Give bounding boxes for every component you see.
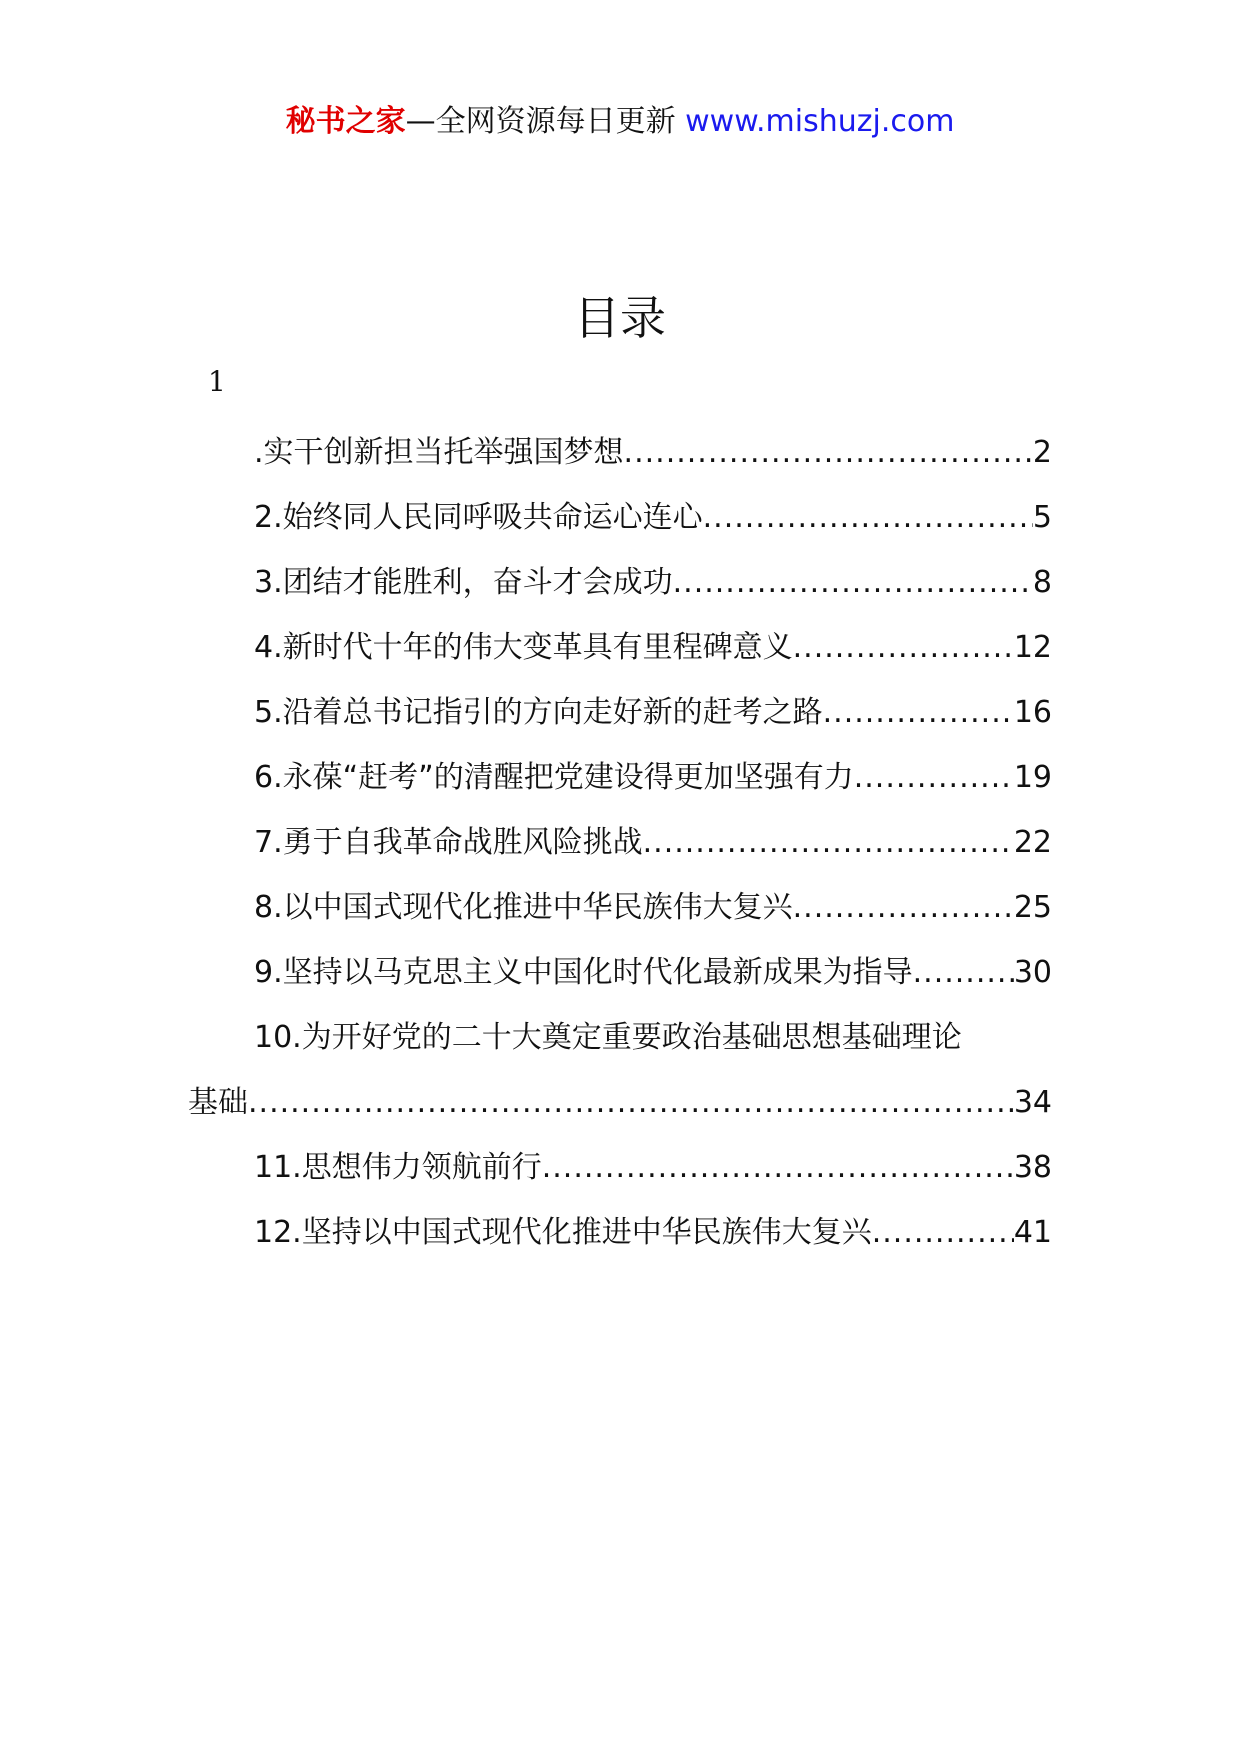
toc-item-page: 30 (1013, 955, 1052, 990)
dot-leader (673, 550, 1033, 615)
dot-leader (872, 1200, 1014, 1265)
toc-item[interactable] (188, 550, 1052, 615)
toc-item-title: 4.新时代十年的伟大变革具有里程碑意义 (254, 630, 793, 665)
page-header (0, 100, 1240, 144)
toc-item[interactable] (188, 1200, 1052, 1265)
toc-item[interactable] (188, 875, 1052, 940)
dot-leader (793, 875, 1014, 940)
toc-item-title: 10.为开好党的二十大奠定重要政治基础思想基础理论 (254, 1020, 962, 1055)
toc-item-page: 5 (1032, 500, 1052, 535)
dot-leader (643, 810, 1014, 875)
brand-name: 秘书之家 (285, 104, 406, 139)
toc-item-page: 22 (1013, 825, 1052, 860)
toc-item[interactable] (188, 810, 1052, 875)
toc-item-page: 41 (1013, 1215, 1052, 1250)
toc-item[interactable] (188, 940, 1052, 1005)
dot-leader (624, 420, 1033, 485)
toc-item-title: 8.以中国式现代化推进中华民族伟大复兴 (254, 890, 793, 925)
dot-leader (248, 1070, 1014, 1135)
toc-item-continuation[interactable] (188, 1070, 1052, 1135)
toc-item-title: 9.坚持以马克思主义中国化时代化最新成果为指导 (254, 955, 913, 990)
toc-item-title: 6.永葆“赶考”的清醒把党建设得更加坚强有力 (254, 760, 854, 795)
toc-item-title: 7.勇于自我革命战胜风险挑战 (254, 825, 643, 860)
dot-leader (703, 485, 1033, 550)
toc-item-page: 16 (1013, 695, 1052, 730)
toc-item[interactable] (188, 1135, 1052, 1200)
toc-item-page: 38 (1013, 1150, 1052, 1185)
dot-leader (913, 940, 1014, 1005)
toc-item-title: 11.思想伟力领航前行 (254, 1150, 542, 1185)
dot-leader (793, 615, 1014, 680)
page-marker: 1 (208, 365, 226, 398)
toc-item-page: 34 (1013, 1085, 1052, 1120)
header-url-link[interactable]: www.mishuzj.com (685, 104, 955, 139)
toc-item-title: 3.团结才能胜利，奋斗才会成功 (254, 565, 673, 600)
header-tagline: —全网资源每日更新 (405, 104, 676, 139)
toc-item[interactable] (188, 420, 1052, 485)
toc-item-title: .实干创新担当托举强国梦想 (254, 435, 624, 470)
dot-leader (854, 745, 1014, 810)
toc-item-title: 2.始终同人民同呼吸共命运心连心 (254, 500, 703, 535)
toc-item-page: 25 (1013, 890, 1052, 925)
toc-item-title: 12.坚持以中国式现代化推进中华民族伟大复兴 (254, 1215, 872, 1250)
toc-item-page: 12 (1013, 630, 1052, 665)
toc-title: 目录 (574, 291, 666, 345)
toc-item[interactable] (188, 1005, 1052, 1070)
toc-item[interactable] (188, 745, 1052, 810)
toc-item-page: 2 (1032, 435, 1052, 470)
toc-item-page: 8 (1032, 565, 1052, 600)
table-of-contents (188, 420, 1052, 1265)
dot-leader (542, 1135, 1014, 1200)
toc-item[interactable] (188, 615, 1052, 680)
toc-item-title-cont: 基础 (188, 1085, 248, 1120)
toc-item-page: 19 (1013, 760, 1052, 795)
toc-item[interactable] (188, 485, 1052, 550)
toc-item-title: 5.沿着总书记指引的方向走好新的赶考之路 (254, 695, 823, 730)
toc-item[interactable] (188, 680, 1052, 745)
dot-leader (823, 680, 1014, 745)
